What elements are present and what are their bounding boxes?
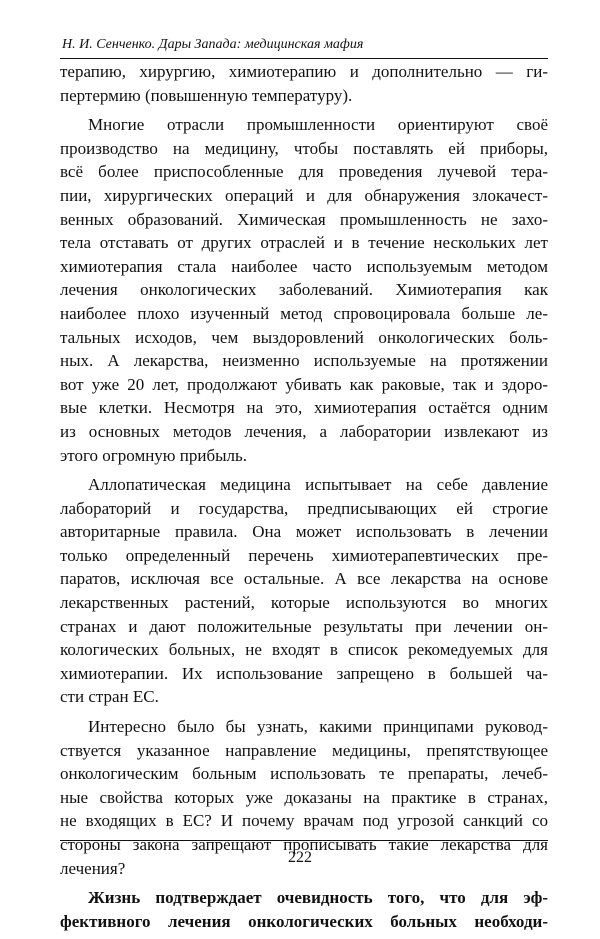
text-line: химиотерапии. Их использование запрещено в большей ча- <box>60 663 548 683</box>
text-line: лекарственных растений, которые используются во многих <box>60 593 548 613</box>
text-line: терапию, хирургию, химиотерапию и дополнительно — ги- <box>60 62 548 81</box>
paragraph-2 <box>60 113 548 467</box>
text-line: всё более приспособленные для проведения лучевой тера- <box>60 162 548 182</box>
text-line: не входящих в ЕС? И почему врачам под угрозой санкций со <box>60 811 548 831</box>
text-line: лечения? <box>60 858 126 878</box>
paragraph-1 <box>60 60 548 107</box>
paragraph-5-bold <box>60 886 548 933</box>
text-line: ные свойства которых уже доказаны на практике в странах, <box>60 787 548 807</box>
text-line: только определенный перечень химиотерапевтических пре- <box>60 545 548 565</box>
text-line: ствуется указанное направление медицины, препятствующее <box>60 740 548 760</box>
text-line: химиотерапия стала наиболее часто используемым методом <box>60 256 548 276</box>
text-line: из основных методов лечения, а лаборатории извлекают из <box>60 421 548 441</box>
text-line: пертермию (повышенную температуру). <box>60 85 353 105</box>
text-line: лечения онкологических заболеваний. Химиотерапия как <box>60 280 548 300</box>
text-line: странах и дают положительные результаты при лечении он- <box>60 616 548 636</box>
text-line: венных образований. Химическая промышленность не захо- <box>60 209 548 229</box>
text-line: паратов, исключая все остальные. А все лекарства на основе <box>60 569 548 589</box>
text-line: фективного лечения онкологических больных необходи- <box>60 911 548 931</box>
text-line: ных. А лекарства, неизменно используемые на протяжении <box>60 351 548 371</box>
text-line: производство на медицину, чтобы поставлять ей приборы, <box>60 138 548 158</box>
text-line: вот уже 20 лет, продолжают убивать как раковые, так и здоро- <box>60 374 548 394</box>
text-line: этого огромную прибыль. <box>60 445 248 465</box>
text-line: тальных исходов, чем выздоровлений онкологических боль- <box>60 327 548 347</box>
text-line: пии, хирургических операций и для обнаружения злокачест- <box>60 185 548 205</box>
footer-rule <box>60 840 548 841</box>
text-line: сти стран ЕС. <box>60 687 159 707</box>
text-line: тела отставать от других отраслей и в течение нескольких лет <box>60 233 548 253</box>
text-line: вые клетки. Несмотря на это, химиотерапия остаётся одним <box>60 398 548 418</box>
header-rule <box>60 58 548 59</box>
text-line: кологических больных, не входят в список рекомедуемых для <box>60 640 548 660</box>
text-line: Многие отрасли промышленности ориентируют своё <box>88 115 548 135</box>
page-number: 222 <box>288 849 312 866</box>
body-text <box>60 60 548 939</box>
text-line: Жизнь подтверждает очевидность того, что для эф- <box>88 888 548 908</box>
paragraph-3 <box>60 473 548 709</box>
text-line: лабораторий и государства, предписывающих ей строгие <box>60 498 548 518</box>
text-line: Интересно было бы узнать, какими принципами руковод- <box>88 717 548 737</box>
text-line: онкологическим больным использовать те препараты, лечеб- <box>60 764 548 784</box>
text-line: авторитарные правила. Она может использовать в лечении <box>60 522 548 542</box>
text-line: Аллопатическая медицина испытывает на себе давление <box>88 475 548 495</box>
text-line: стороны закона запрещают прописывать такие лекарства для <box>60 835 548 854</box>
running-header: Н. И. Сенченко. Дары Запада: медицинская мафия <box>62 37 364 52</box>
text-line: наиболее плохо изученный метод спровоцировала больше ле- <box>60 303 548 323</box>
